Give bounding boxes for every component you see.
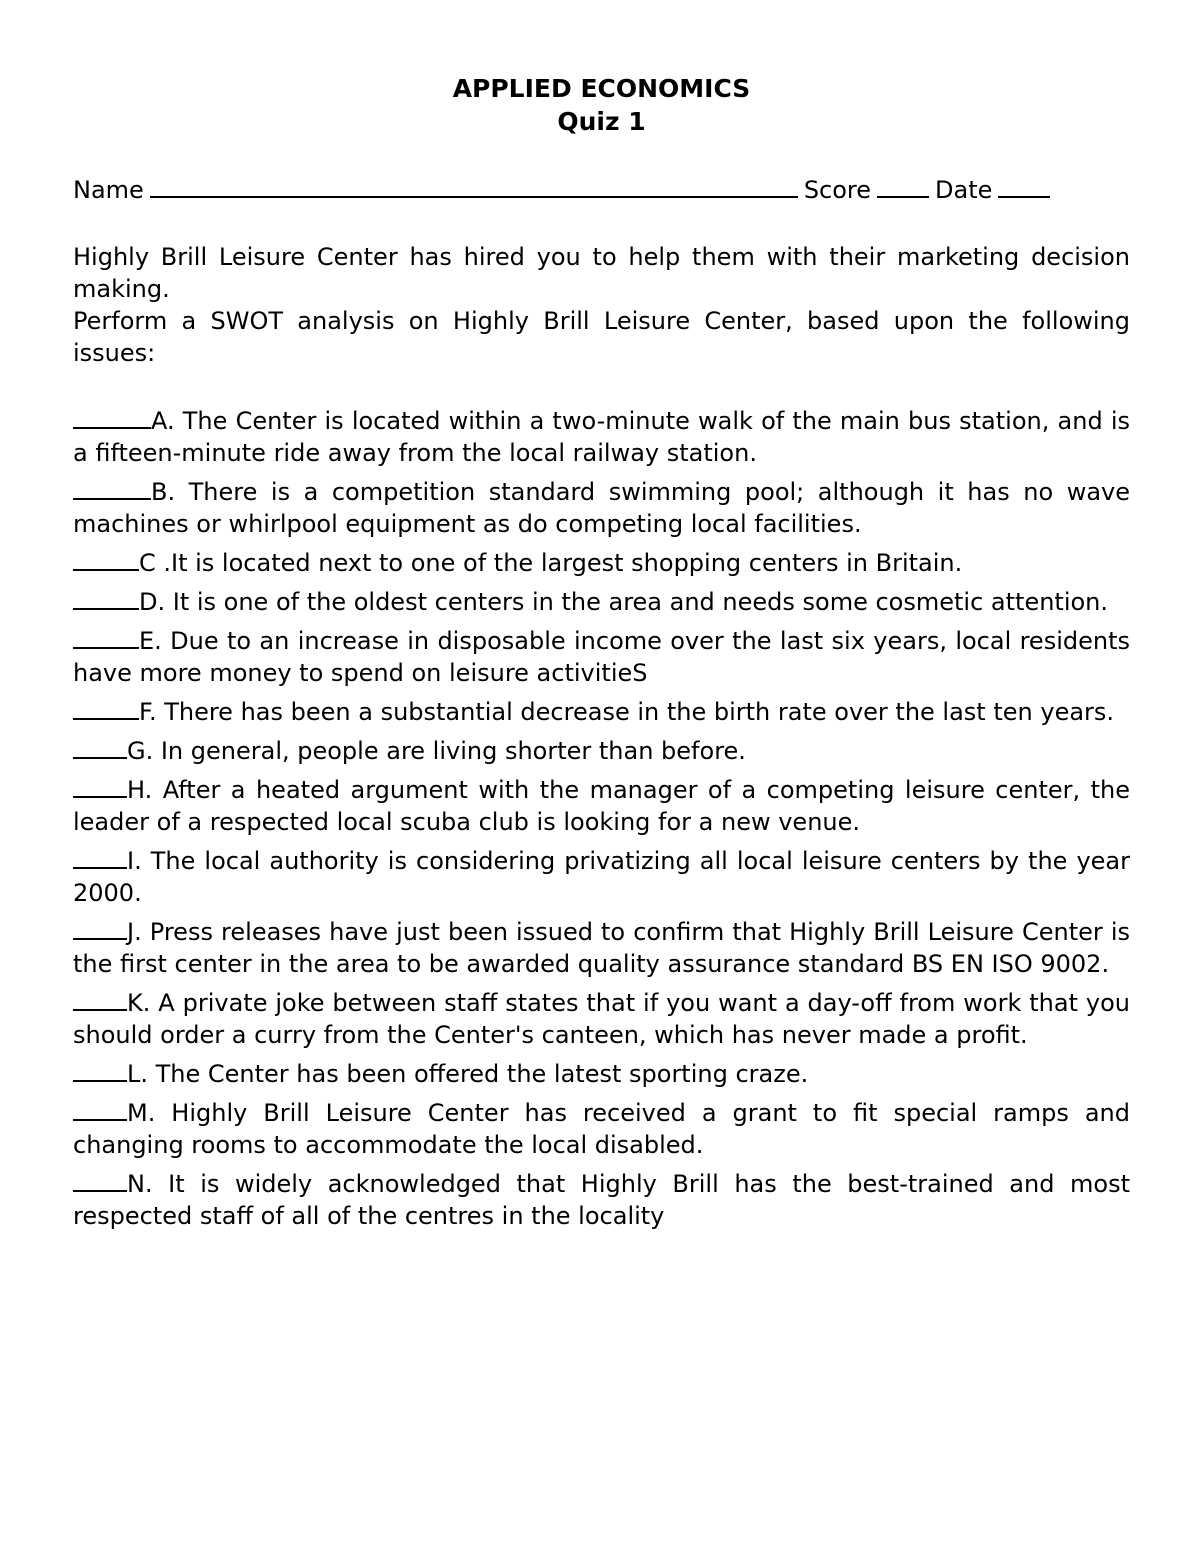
answer-blank[interactable] [73,1099,127,1121]
date-blank[interactable] [998,176,1050,198]
question-item [73,735,1130,767]
question-text: D. It is one of the oldest centers in the area and needs some cosmetic attention. [139,588,1109,616]
name-blank[interactable] [150,176,798,198]
answer-blank[interactable] [73,1060,127,1082]
question-text: F. There has been a substantial decrease in the birth rate over the last ten years. [139,698,1115,726]
question-text: G. In general, people are living shorter than before. [127,737,746,765]
answer-blank[interactable] [73,737,127,759]
question-text: H. After a heated argument with the manager of a competing leisure center, the leader of a respected local scuba club is looking for a new venue. [73,776,1130,836]
name-label: Name [73,176,144,204]
question-item [73,586,1130,618]
answer-blank[interactable] [73,407,151,429]
answer-blank[interactable] [73,1170,127,1192]
student-info-line [73,174,1130,206]
answer-blank[interactable] [73,918,127,940]
question-text: J. Press releases have just been issued to confirm that Highly Brill Leisure Center is the first center in the area to be awarded quality assurance standard BS EN ISO 9002. [73,918,1130,978]
question-text: A. The Center is located within a two-minute walk of the main bus station, and is a fifteen-minute ride away from the local railway station. [73,407,1130,467]
question-text: L. The Center has been offered the latest sporting craze. [127,1060,809,1088]
question-item [73,547,1130,579]
intro-paragraph: Highly Brill Leisure Center has hired you to help them with their marketing decision making. [73,243,1130,303]
question-item [73,625,1130,689]
answer-blank[interactable] [73,588,139,610]
answer-blank[interactable] [73,627,139,649]
question-item [73,1168,1130,1232]
question-list [73,405,1130,1232]
question-item [73,476,1130,540]
answer-blank[interactable] [73,989,127,1011]
question-text: E. Due to an increase in disposable income over the last six years, local residents have more money to spend on leisure activitieS [73,627,1130,687]
answer-blank[interactable] [73,698,139,720]
instructions [73,241,1130,369]
question-item [73,845,1130,909]
page-title: APPLIED ECONOMICS [452,74,751,103]
answer-blank[interactable] [73,478,151,500]
score-label: Score [803,176,872,204]
question-item [73,987,1130,1051]
score-blank[interactable] [877,176,929,198]
question-item [73,1097,1130,1161]
question-text: M. Highly Brill Leisure Center has received a grant to fit special ramps and changing rooms to accommodate the local disabled. [73,1099,1130,1159]
question-text: B. There is a competition standard swimming pool; although it has no wave machines or whirlpool equipment as do competing local facilities. [73,478,1130,538]
answer-blank[interactable] [73,549,139,571]
question-item [73,916,1130,980]
quiz-subtitle: Quiz 1 [557,107,646,136]
question-text: I. The local authority is considering privatizing all local leisure centers by the year 2000. [73,847,1130,907]
question-item [73,405,1130,469]
question-text: C .It is located next to one of the largest shopping centers in Britain. [139,549,963,577]
question-item [73,1058,1130,1090]
quiz-page [73,72,1130,1239]
answer-blank[interactable] [73,776,127,798]
question-item [73,696,1130,728]
question-text: N. It is widely acknowledged that Highly Brill has the best-trained and most respected staff of all of the centres in the locality [73,1170,1130,1230]
task-paragraph: Perform a SWOT analysis on Highly Brill Leisure Center, based upon the following issues: [73,307,1130,367]
date-label: Date [935,176,993,204]
question-item [73,774,1130,838]
answer-blank[interactable] [73,847,127,869]
question-text: K. A private joke between staff states that if you want a day-off from work that you should order a curry from the Center's canteen, which has never made a profit. [73,989,1130,1049]
